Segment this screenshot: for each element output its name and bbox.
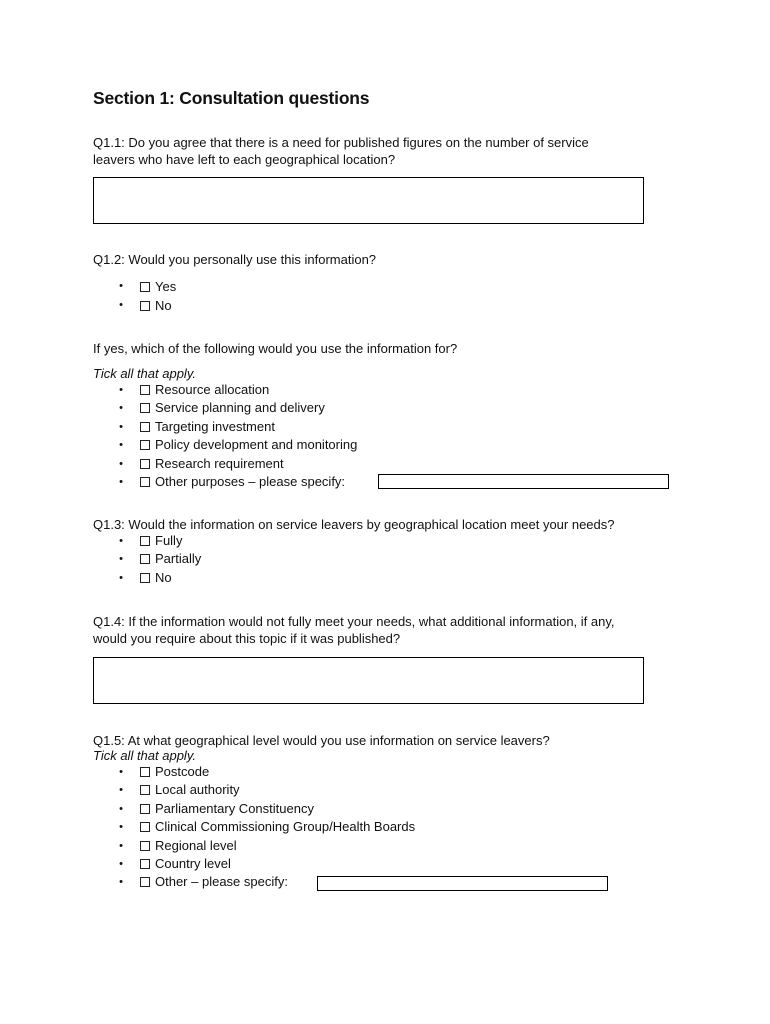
level-other-specify-field[interactable] [317, 876, 608, 891]
checkbox-icon[interactable] [140, 459, 150, 469]
level-option-other[interactable]: • Other – please specify: [119, 874, 288, 890]
q1-3-option-fully[interactable]: • Fully [119, 533, 183, 548]
q1-2-instruction: Tick all that apply. [93, 366, 196, 381]
level-option-parliamentary-constituency[interactable]: • Parliamentary Constituency [119, 800, 314, 816]
q1-2-followup: If yes, which of the following would you use the information for? [93, 341, 458, 356]
q1-4-line1: Q1.4: If the information would not fully meet your needs, what additional information, if any, [93, 614, 615, 629]
section-title: Section 1: Consultation questions [93, 88, 370, 108]
checkbox-icon[interactable] [140, 385, 150, 395]
q1-2-option-yes[interactable]: • Yes [119, 279, 177, 294]
checkbox-icon[interactable] [140, 767, 150, 777]
q1-2-option-no[interactable]: • No [119, 298, 172, 313]
checkbox-icon[interactable] [140, 785, 150, 795]
q1-5-question: Q1.5: At what geographical level would you use information on service leavers? [93, 733, 550, 748]
checkbox-icon[interactable] [140, 877, 150, 887]
q1-2-use-options [93, 381, 357, 491]
use-option-policy-development[interactable]: • Policy development and monitoring [119, 437, 358, 453]
checkbox-icon[interactable] [140, 301, 150, 311]
q1-1-line1: Q1.1: Do you agree that there is a need for published figures on the number of service [93, 135, 589, 150]
checkbox-icon[interactable] [140, 573, 150, 583]
q1-3-question: Q1.3: Would the information on service leavers by geographical location meet your needs? [93, 517, 615, 532]
level-option-ccg-health-boards[interactable]: • Clinical Commissioning Group/Health Boards [119, 819, 416, 835]
q1-2-question: Q1.2: Would you personally use this information? [93, 252, 377, 267]
level-option-postcode[interactable]: • Postcode [119, 764, 210, 779]
use-option-service-planning[interactable]: • Service planning and delivery [119, 400, 325, 416]
checkbox-icon[interactable] [140, 841, 150, 851]
q1-3-option-partially[interactable]: • Partially [119, 551, 202, 567]
q1-5-instruction: Tick all that apply. [93, 748, 196, 763]
use-option-research[interactable]: • Research requirement [119, 455, 284, 471]
q1-5-level-options [93, 763, 415, 892]
q1-1-question [93, 134, 589, 168]
checkbox-icon[interactable] [140, 822, 150, 832]
checkbox-icon[interactable] [140, 554, 150, 564]
level-option-regional[interactable]: • Regional level [119, 837, 237, 853]
use-option-targeting-investment[interactable]: • Targeting investment [119, 418, 275, 434]
level-option-country[interactable]: • Country level [119, 856, 231, 872]
use-option-other[interactable]: • Other purposes – please specify: [119, 474, 346, 490]
q1-1-answer-box[interactable] [93, 177, 644, 224]
q1-2-options [93, 277, 176, 315]
q1-4-answer-box[interactable] [93, 657, 644, 704]
use-other-specify-field[interactable] [378, 474, 669, 489]
q1-3-options [93, 532, 201, 587]
checkbox-icon[interactable] [140, 536, 150, 546]
checkbox-icon[interactable] [140, 282, 150, 292]
q1-4-line2: would you require about this topic if it was published? [93, 631, 401, 646]
checkbox-icon[interactable] [140, 859, 150, 869]
checkbox-icon[interactable] [140, 477, 150, 487]
q1-4-question [93, 613, 615, 647]
checkbox-icon[interactable] [140, 440, 150, 450]
q1-3-option-no[interactable]: • No [119, 569, 172, 585]
checkbox-icon[interactable] [140, 403, 150, 413]
level-option-local-authority[interactable]: • Local authority [119, 782, 240, 798]
checkbox-icon[interactable] [140, 422, 150, 432]
checkbox-icon[interactable] [140, 804, 150, 814]
use-option-resource-allocation[interactable]: • Resource allocation [119, 382, 270, 397]
q1-1-line2: leavers who have left to each geographical location? [93, 152, 396, 167]
